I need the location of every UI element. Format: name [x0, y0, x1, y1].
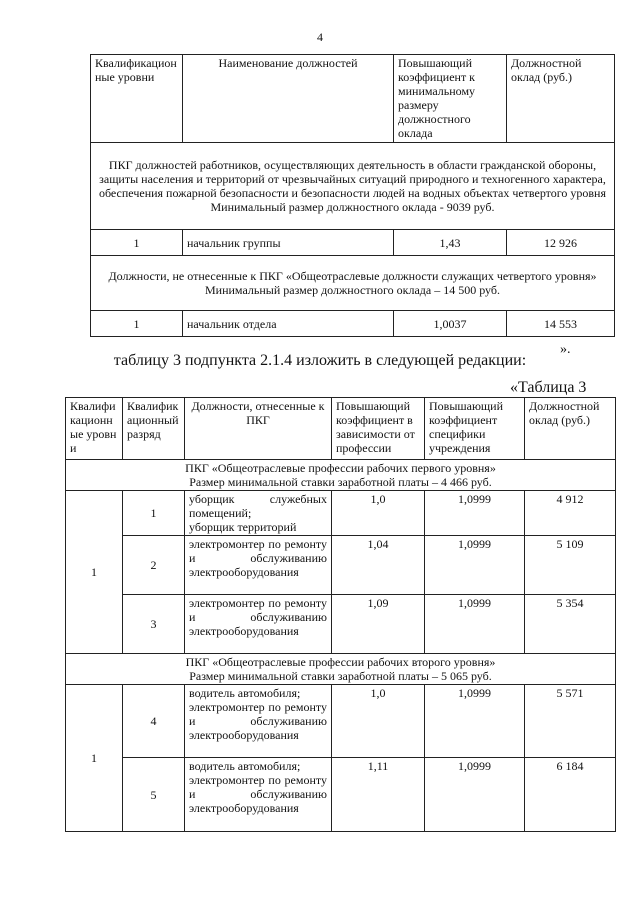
cell-salary: 12 926	[507, 230, 615, 256]
cell-position	[185, 758, 332, 832]
group-title-cell	[66, 654, 616, 685]
cell-position: электромонтер по ремонту и обслуживанию электрооборудования	[185, 536, 332, 595]
table-row	[66, 595, 616, 654]
position-line: электромонтер по ремонту и обслуживанию электрооборудования	[189, 700, 327, 742]
table-2	[65, 397, 616, 832]
group-title: ПКГ должностей работников, осуществляющих деятельность в области гражданской обороны, защиты населения и территорий от чрезвычайных ситуаций природного и техногенного характера, обеспечения пожарной безопасности и безопасности людей на водных объектах четвертого уровня	[98, 158, 607, 200]
cell-salary: 5 571	[525, 685, 616, 758]
group-min-salary: Минимальный размер должностного оклада - 9039 руб.	[210, 200, 495, 214]
position-line: электромонтер по ремонту и обслуживанию электрооборудования	[189, 773, 327, 815]
table2-group2-title-row	[66, 654, 616, 685]
cell-salary: 4 912	[525, 491, 616, 536]
table-row	[66, 685, 616, 758]
table1-header-row	[91, 55, 615, 143]
header-level: Квалификационные уровни	[91, 55, 183, 143]
cell-level: 1	[66, 491, 123, 654]
cell-coef1: 1,0	[332, 491, 425, 536]
cell-level: 1	[66, 685, 123, 832]
header-salary: Должностной оклад (руб.)	[507, 55, 615, 143]
position-line: водитель автомобиля;	[189, 759, 301, 773]
cell-rank: 4	[123, 685, 185, 758]
table1-group1-title-row	[91, 143, 615, 230]
group-title-cell	[91, 143, 615, 230]
header-coef1: Повышающий коэффициент в зависимости от профессии	[332, 398, 425, 460]
position-line: уборщик служебных помещений;	[189, 492, 327, 520]
cell-position: электромонтер по ремонту и обслуживанию электрооборудования	[185, 595, 332, 654]
cell-coef: 1,0037	[394, 311, 507, 337]
cell-position	[185, 491, 332, 536]
table1-group2-title-row	[91, 256, 615, 311]
cell-coef1: 1,09	[332, 595, 425, 654]
header-rank: Квалификационный разряд	[123, 398, 185, 460]
cell-position: начальник группы	[183, 230, 394, 256]
page-number: 4	[317, 30, 323, 44]
table2-header-row	[66, 398, 616, 460]
table-row	[66, 491, 616, 536]
header-coef: Повышающий коэффициент к минимальному размеру должностного оклада	[394, 55, 507, 143]
cell-coef1: 1,04	[332, 536, 425, 595]
table-row	[66, 536, 616, 595]
cell-position	[185, 685, 332, 758]
cell-coef1: 1,11	[332, 758, 425, 832]
table-row	[91, 311, 615, 337]
table2-group1-title-row	[66, 460, 616, 491]
cell-salary: 14 553	[507, 311, 615, 337]
cell-level: 1	[91, 230, 183, 256]
instruction-text: таблицу 3 подпункта 2.1.4 изложить в следующей редакции:	[113, 352, 527, 369]
cell-coef2: 1,0999	[425, 685, 525, 758]
cell-rank: 2	[123, 536, 185, 595]
cell-coef1: 1,0	[332, 685, 425, 758]
cell-level: 1	[91, 311, 183, 337]
cell-position: начальник отдела	[183, 311, 394, 337]
header-level: Квалификационные уровни	[66, 398, 123, 460]
group-title: ПКГ «Общеотраслевые профессии рабочих второго уровня»	[185, 655, 496, 669]
group-min-rate: Размер минимальной ставки заработной платы – 4 466 руб.	[189, 475, 492, 489]
table2-label: «Таблица 3	[510, 379, 587, 396]
table-row	[91, 230, 615, 256]
cell-coef2: 1,0999	[425, 536, 525, 595]
group-title: ПКГ «Общеотраслевые профессии рабочих первого уровня»	[185, 461, 496, 475]
cell-coef2: 1,0999	[425, 758, 525, 832]
position-line: водитель автомобиля;	[189, 686, 301, 700]
cell-rank: 3	[123, 595, 185, 654]
group-title: Должности, не отнесенные к ПКГ «Общеотраслевые должности служащих четвертого уровня»	[108, 269, 597, 283]
cell-rank: 5	[123, 758, 185, 832]
cell-salary: 5 109	[525, 536, 616, 595]
cell-coef: 1,43	[394, 230, 507, 256]
group-title-cell	[66, 460, 616, 491]
cell-coef2: 1,0999	[425, 491, 525, 536]
cell-coef2: 1,0999	[425, 595, 525, 654]
cell-salary: 5 354	[525, 595, 616, 654]
group-min-salary: Минимальный размер должностного оклада – 14 500 руб.	[205, 283, 500, 297]
header-coef2: Повышающий коэффициент специфики учреждения	[425, 398, 525, 460]
header-position: Наименование должностей	[183, 55, 394, 143]
closing-quote: ».	[560, 342, 571, 357]
table-1	[90, 54, 615, 337]
group-min-rate: Размер минимальной ставки заработной платы – 5 065 руб.	[189, 669, 492, 683]
group-title-cell	[91, 256, 615, 311]
position-line: уборщик территорий	[189, 520, 297, 534]
table-row	[66, 758, 616, 832]
cell-rank: 1	[123, 491, 185, 536]
cell-salary: 6 184	[525, 758, 616, 832]
header-position: Должности, отнесенные к ПКГ	[185, 398, 332, 460]
header-salary: Должностной оклад (руб.)	[525, 398, 616, 460]
